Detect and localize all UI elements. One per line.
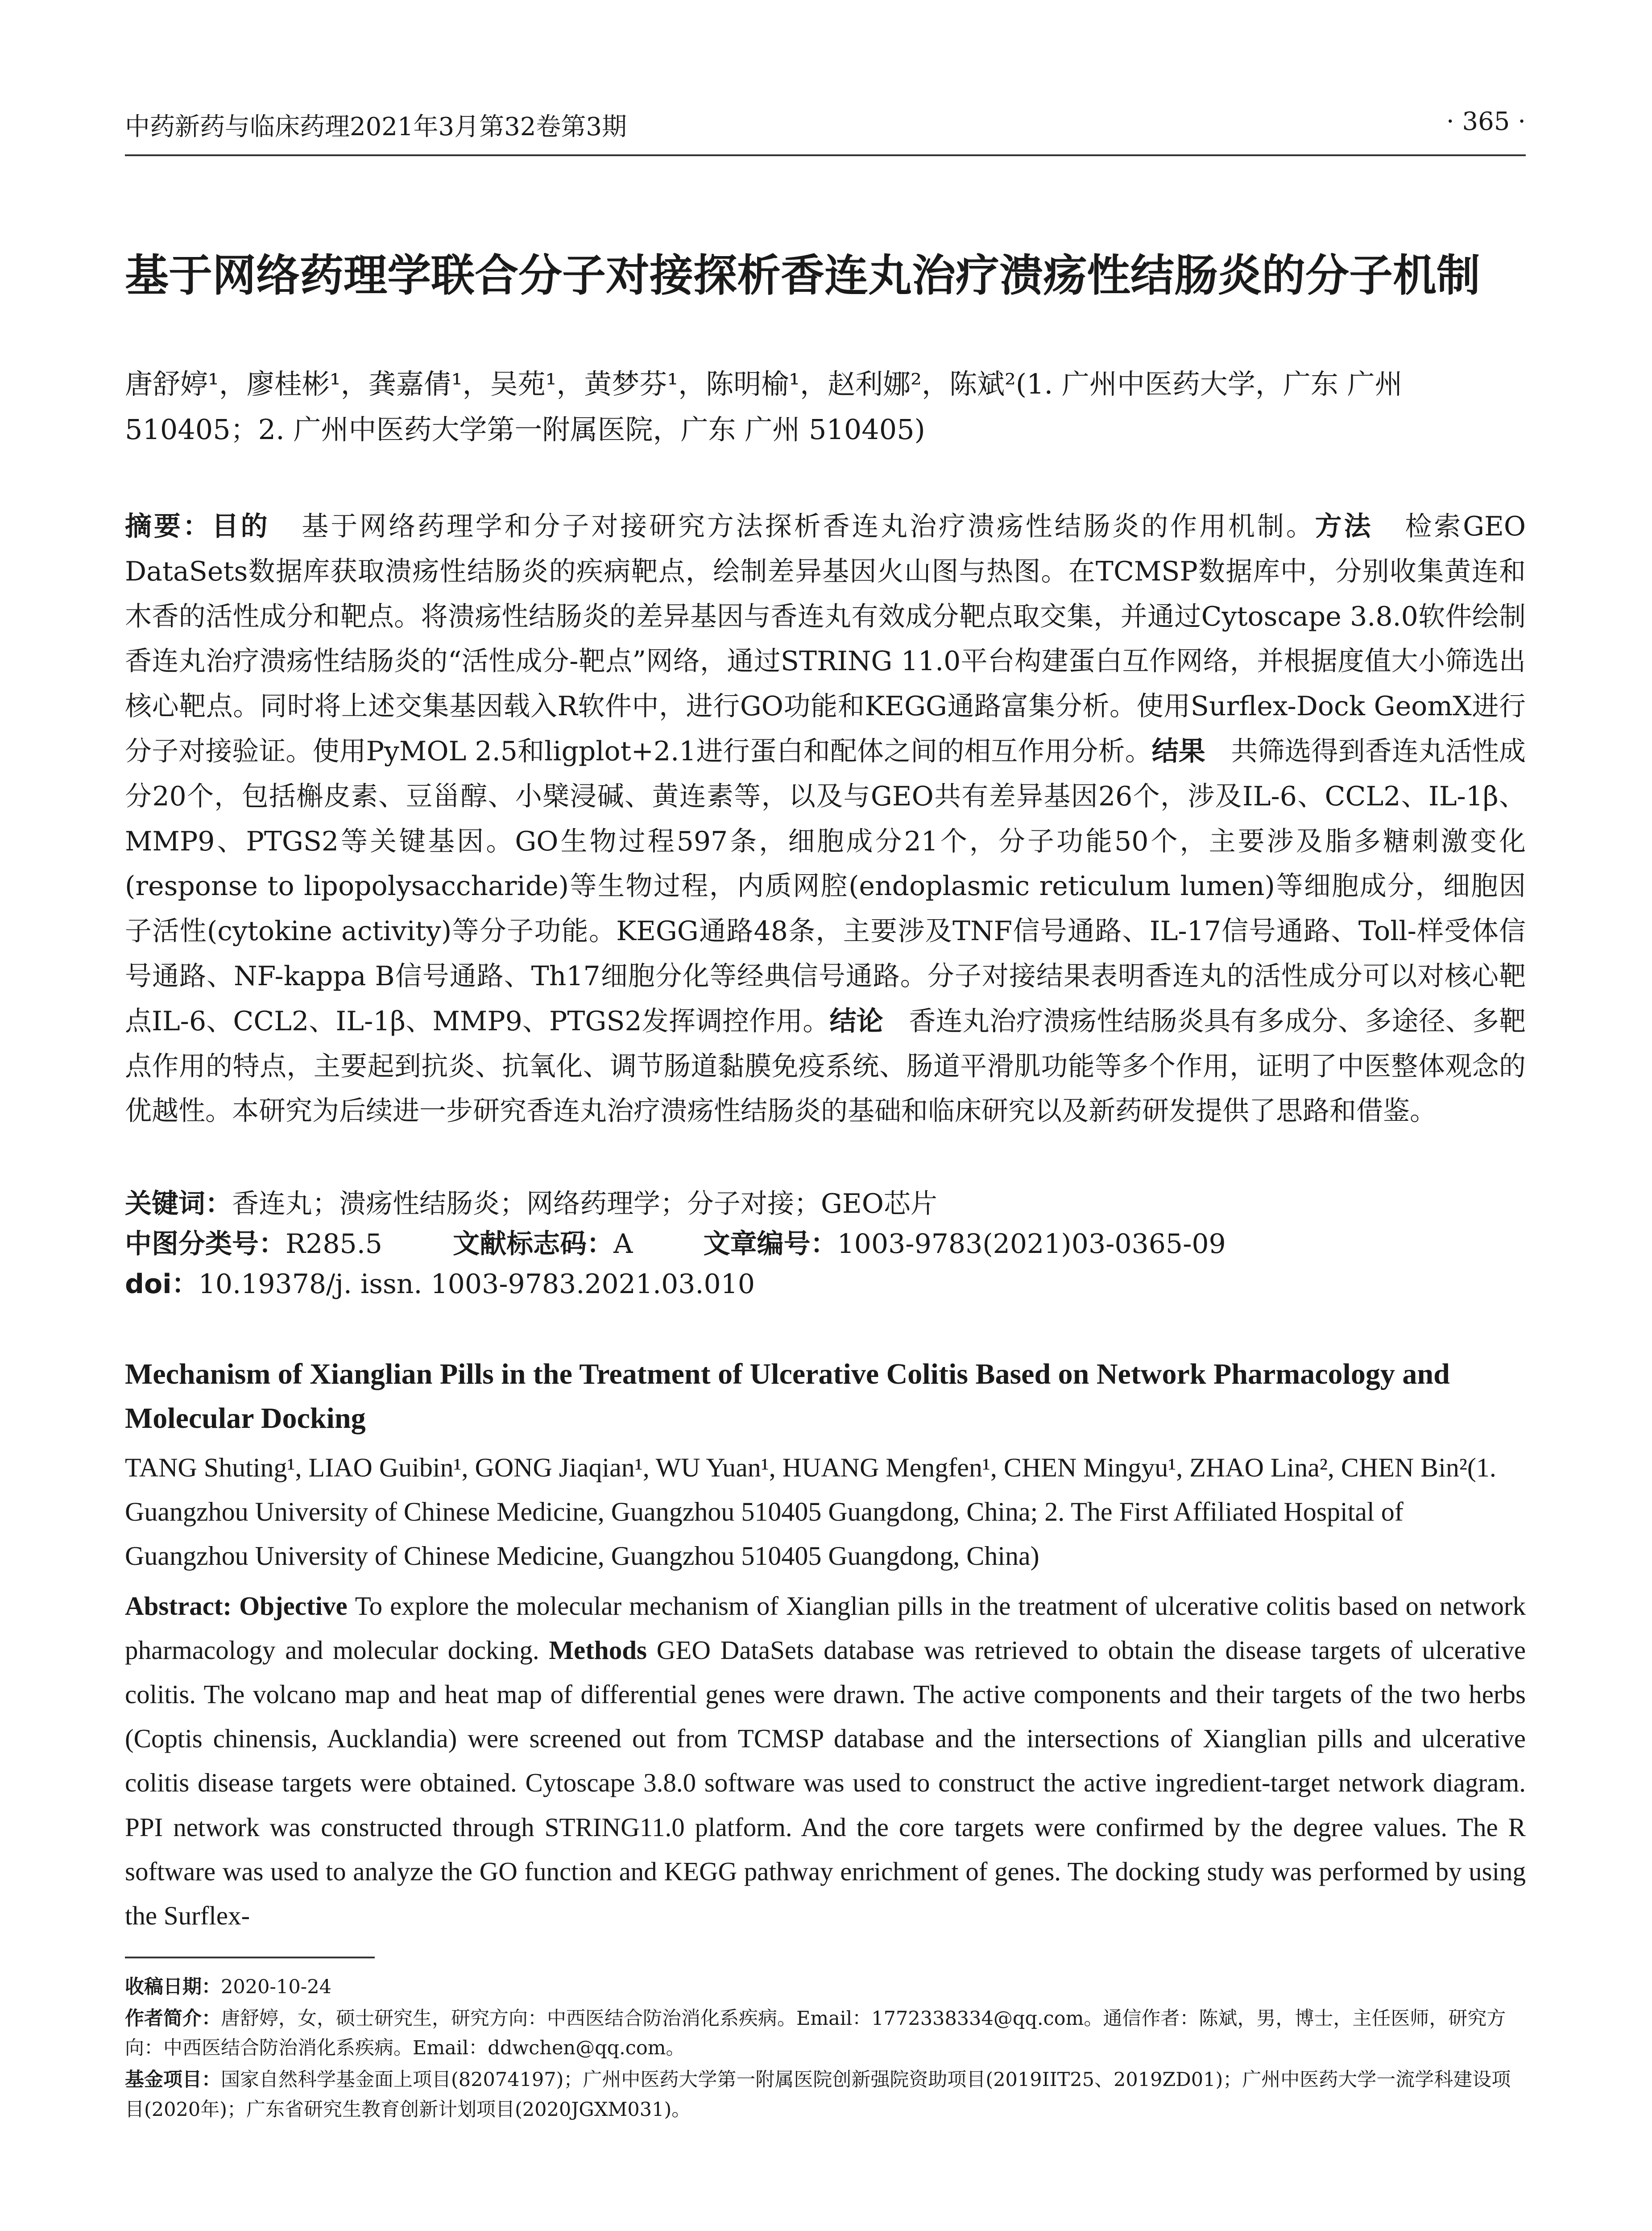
english-title: Mechanism of Xianglian Pills in the Treatment of Ulcerative Colitis Based on Network Pharmacology and Molecular Docking — [125, 1358, 1450, 1435]
article-title: 基于网络药理学联合分子对接探析香连丸治疗溃疡性结肠炎的分子机制 — [125, 250, 1481, 301]
article-number-value: 1003-9783(2021)03-0365-09 — [837, 1228, 1226, 1260]
conclusion-text: 香连丸治疗溃疡性结肠炎具有多成分、多途径、多靶点作用的特点，主要起到抗炎、抗氧化、调节肠道黏膜免疫系统、肠道平滑肌功能等多个作用，证明了中医整体观念的优越性。本研究为后续进一步研究香连丸治疗溃疡性结肠炎的基础和临床研究以及新药研发提供了思路和借鉴。 — [125, 1005, 1526, 1127]
doi-label: doi： — [125, 1269, 199, 1300]
author-bio — [125, 2004, 1526, 2063]
funding-text: 国家自然科学基金面上项目(82074197)；广州中医药大学第一附属医院创新强院资助项目(2019IIT25、2019ZD01)；广州中医药大学一流学科建设项目(2020年)；广东省研究生教育创新计划项目(2020JGXM031)。 — [125, 2068, 1511, 2121]
footnote-divider — [125, 1957, 375, 1958]
page-number: · 365 · — [1446, 107, 1526, 136]
keywords — [125, 1182, 1526, 1221]
author-list: 唐舒婷¹，廖桂彬¹，龚嘉倩¹，吴苑¹，黄梦芬¹，陈明榆¹，赵利娜²，陈斌²(1. 广州中医药大学，广东 广州 510405；2. 广州中医药大学第一附属医院，广东 广州 510405) — [125, 368, 1403, 446]
funding-label: 基金项目： — [125, 2068, 221, 2091]
journal-name: 中药新药与临床药理2021年3月第32卷第3期 — [125, 112, 627, 141]
classification — [125, 1223, 1526, 1261]
funding — [125, 2065, 1526, 2124]
results-text: 共筛选得到香连丸活性成分20个，包括槲皮素、豆甾醇、小檗浸碱、黄连素等，以及与GEO共有差异基因26个，涉及IL-6、CCL2、IL-1β、MMP9、PTGS2等关键基因。GO生物过程597条，细胞成分21个，分子功能50个，主要涉及脂多糖刺激变化(response to lipopolysaccharide)等生物过程，内质网腔(endoplasmic reticulum lumen)等细胞成分，细胞因子活性(cytokine activity)等分子功能。KEGG通路48条，主要涉及TNF信号通路、IL-17信号通路、Toll-样受体信号通路、NF-kappa B信号通路、Th17细胞分化等经典信号通路。分子对接结果表明香连丸的活性成分可以对核心靶点IL-6、CCL2、IL-1β、MMP9、PTGS2发挥调控作用。 — [125, 735, 1526, 1037]
article-number-label: 文章编号： — [703, 1228, 837, 1260]
en-objective-text: To explore the molecular mechanism of Xianglian pills in the treatment of ulcerative colitis based on network pharmacology and molecular docking. — [125, 1591, 1526, 1665]
abstract-label: 摘要： — [125, 511, 212, 542]
methods-label: 方法 — [1315, 511, 1373, 542]
en-methods-text: GEO DataSets database was retrieved to obtain the disease targets of ulcerative colitis. The volcano map and heat map of differential genes were drawn. The active components and their targets of the two herbs (Coptis chinensis, Aucklandia) were screened out from TCMSP database and the intersections of Xianglian pills and ulcerative colitis disease targets were obtained. Cytoscape 3.8.0 software was used to construct the active ingredient-target network diagram. PPI network was constructed through STRING11.0 platform. And the core targets were confirmed by the degree values. The R software was used to analyze the GO function and KEGG pathway enrichment of genes. The docking study was performed by using the Surflex- — [125, 1635, 1526, 1930]
en-abstract-label: Abstract: — [125, 1591, 232, 1621]
author-bio-label: 作者简介： — [125, 2007, 221, 2030]
en-methods-label: Methods — [549, 1635, 647, 1665]
results-label: 结果 — [1151, 735, 1205, 767]
running-head — [125, 107, 1526, 156]
keywords-label: 关键词： — [125, 1188, 232, 1219]
conclusion-label: 结论 — [829, 1005, 883, 1037]
doc-code-value: A — [613, 1228, 633, 1260]
footnotes — [125, 1972, 1526, 2126]
received-date — [125, 1972, 1526, 2002]
objective-text: 基于网络药理学和分子对接研究方法探析香连丸治疗溃疡性结肠炎的作用机制。 — [302, 511, 1315, 542]
english-author-list: TANG Shuting¹, LIAO Guibin¹, GONG Jiaqian¹, WU Yuan¹, HUANG Mengfen¹, CHEN Mingyu¹, ZHAO Lina², CHEN Bin²(1. Guangzhou University of Chinese Medicine, Guangzhou 510405 Guangdong, China; 2. The First Affiliated Hospital of Guangzhou University of Chinese Medicine, Guangzhou 510405 Guangdong, China) — [125, 1453, 1496, 1571]
objective-label: 目的 — [211, 511, 270, 542]
clc-label: 中图分类号： — [125, 1228, 286, 1260]
methods-text: 检索GEO DataSets数据库获取溃疡性结肠炎的疾病靶点，绘制差异基因火山图与热图。在TCMSP数据库中，分别收集黄连和木香的活性成分和靶点。将溃疡性结肠炎的差异基因与香连丸有效成分靶点取交集，并通过Cytoscape 3.8.0软件绘制香连丸治疗溃疡性结肠炎的“活性成分-靶点”网络，通过STRING 11.0平台构建蛋白互作网络，并根据度值大小筛选出核心靶点。同时将上述交集基因载入R软件中，进行GO功能和KEGG通路富集分析。使用Surflex-Dock GeomX进行分子对接验证。使用PyMOL 2.5和ligplot+2.1进行蛋白和配体之间的相互作用分析。 — [125, 511, 1526, 767]
english-abstract — [125, 1584, 1526, 1938]
doi-value: 10.19378/j. issn. 1003-9783.2021.03.010 — [198, 1269, 755, 1300]
author-bio-text: 唐舒婷，女，硕士研究生，研究方向：中西医结合防治消化系疾病。Email：1772338334@qq.com。通信作者：陈斌，男，博士，主任医师，研究方向：中西医结合防治消化系疾病。Email：ddwchen@qq.com。 — [125, 2007, 1506, 2060]
received-value: 2020-10-24 — [221, 1976, 331, 1998]
chinese-abstract — [125, 504, 1526, 1134]
doc-code-label: 文献标志码： — [453, 1228, 614, 1260]
clc-value: R285.5 — [286, 1228, 382, 1260]
en-objective-label: Objective — [239, 1591, 348, 1621]
received-label: 收稿日期： — [125, 1976, 221, 1998]
keywords-text: 香连丸；溃疡性结肠炎；网络药理学；分子对接；GEO芯片 — [232, 1188, 937, 1219]
doi — [125, 1263, 1526, 1301]
